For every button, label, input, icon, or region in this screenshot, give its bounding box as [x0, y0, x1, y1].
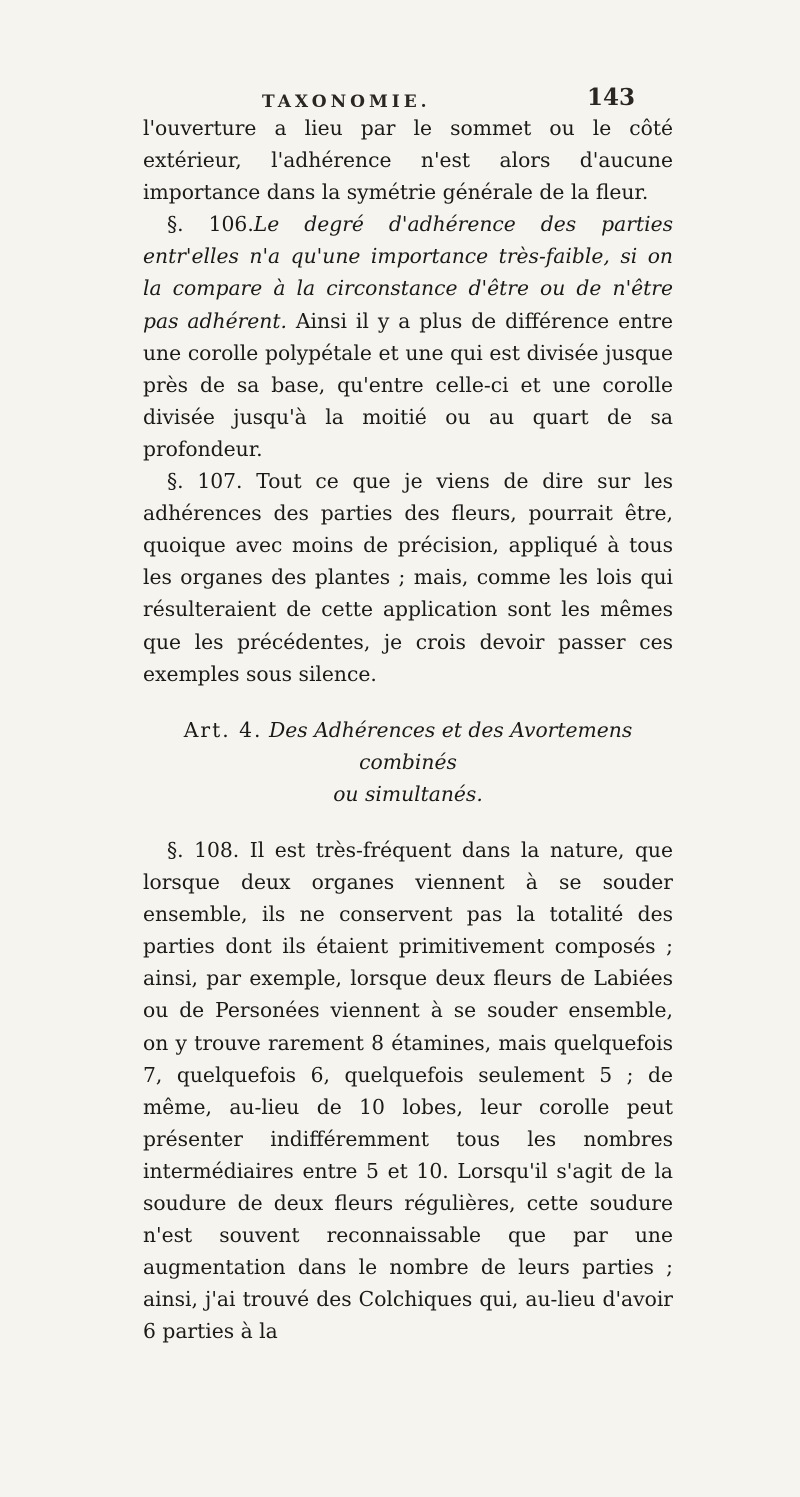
- paragraph-continued: l'ouverture a lieu par le sommet ou le côté extérieur, l'adhérence n'est alors d'aucune importance dans la symétrie générale de la fleur.: [143, 116, 673, 205]
- section-number: §. 106.: [167, 212, 254, 237]
- paragraph-107: §. 107. Tout ce que je viens de dire sur les adhérences des parties des fleurs, pourrait être, quoique avec moins de précision, appliqué à tous les organes des plantes ; mais, comme les lois qui résulteraient de cette application sont les mêmes que les précédentes, je crois devoir passer ces exemples sous silence.: [143, 469, 673, 686]
- page-number: 143: [587, 84, 636, 111]
- paragraph-106: [143, 208, 673, 465]
- italic-statement: Le degré d'adhérence des parties entr'elles n'a qu'une importance très-faible, si on la compare à la circonstance d'être ou de n'être pas adhérent.: [143, 212, 673, 333]
- article-number: Art. 4.: [183, 717, 263, 742]
- body-text: [143, 112, 673, 1347]
- paragraph-text: Ainsi il y a plus de différence entre une corolle polypétale et une qui est divisée jusque près de sa base, qu'entre celle-ci et une corolle divisée jusqu'à la moitié ou au quart de sa profondeur.: [143, 308, 673, 461]
- article-heading: [143, 714, 673, 778]
- article-title-line2: ou simultanés.: [333, 781, 483, 806]
- article-title: Des Adhérences et des Avortemens combinés: [268, 717, 633, 774]
- running-title: TAXONOMIE.: [262, 92, 431, 112]
- paragraph-108: §. 108. Il est très-fréquent dans la nature, que lorsque deux organes viennent à se souder ensemble, ils ne conservent pas la totalité des parties dont ils étaient primitivement composés ; ainsi, par exemple, lorsque deux fleurs de Labiées ou de Personées viennent à se souder ensemble, on y trouve rarement 8 étamines, mais quelquefois 7, quelquefois 6, quelquefois seulement 5 ; de même, au-lieu de 10 lobes, leur corolle peut présenter indifféremment tous les nombres intermédiaires entre 5 et 10. Lorsqu'il s'agit de la soudure de deux fleurs régulières, cette soudure n'est souvent reconnaissable que par une augmentation dans le nombre de leurs parties ; ainsi, j'ai trouvé des Colchiques qui, au-lieu d'avoir 6 parties à la: [143, 837, 673, 1344]
